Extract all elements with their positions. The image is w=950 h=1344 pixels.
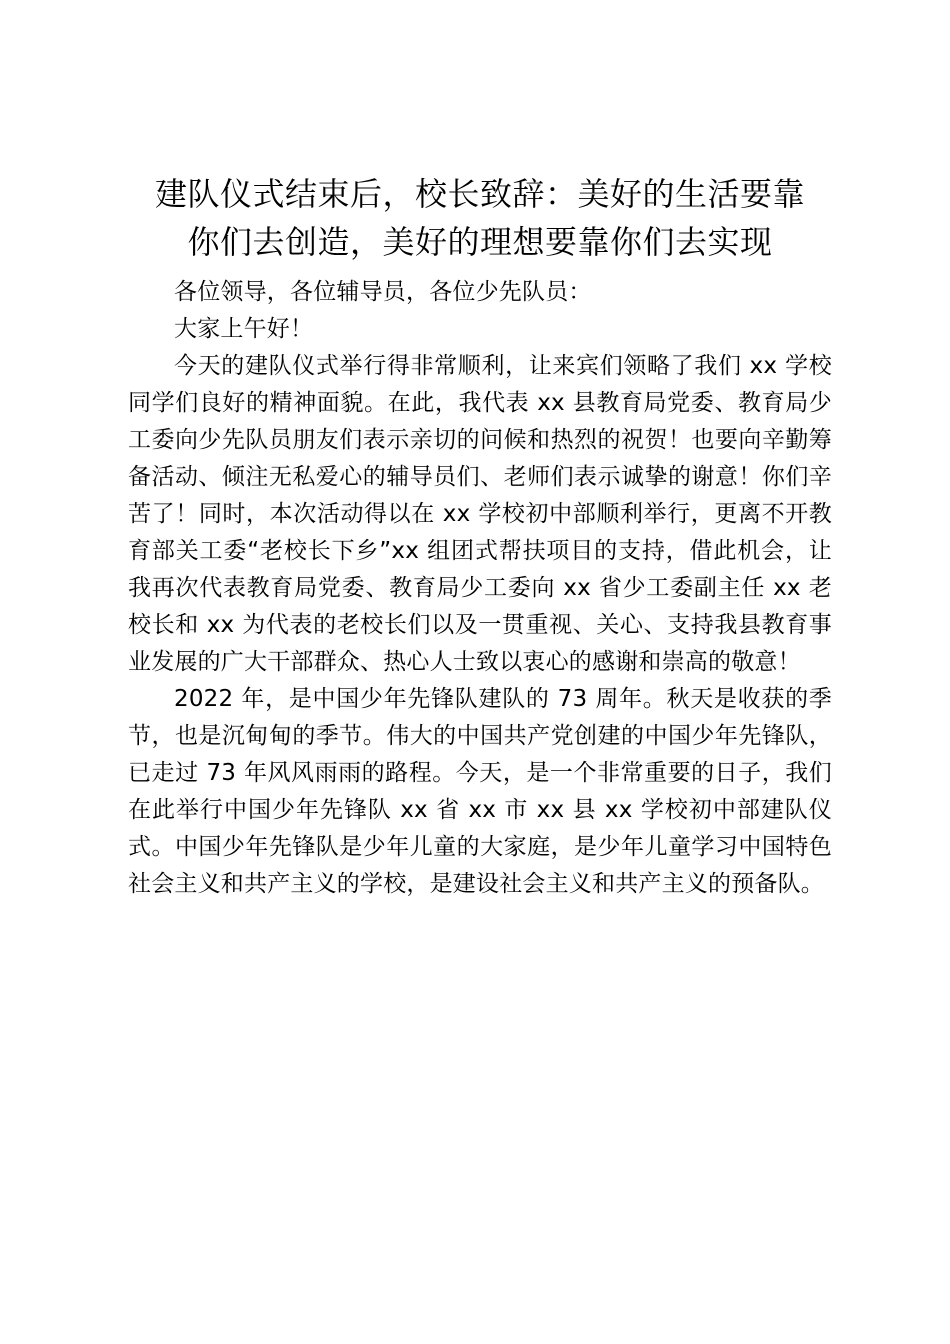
greeting-paragraph: 大家上午好！ xyxy=(174,316,314,342)
title-line-2: 你们去创造，美好的理想要靠你们去实现 xyxy=(187,223,773,261)
body-paragraph-2: 2022 年，是中国少年先锋队建队的 73 周年。秋天是收获的季节，也是沉甸甸的季节。伟大的中国共产党创建的中国少年先锋队，已走过 73 年风风雨雨的路程。今天，是一个非常重要的日子，我们在此举行中国少年先锋队 xx 省 xx 市 xx 县 xx 学校初中部建队仪式。中国少年先锋队是少年儿童的大家庭，是少年儿童学习中国特色社会主义和共产主义的学校，是建设社会主义和共产主义的预备队。 xyxy=(128,686,832,897)
body-paragraph-1: 今天的建队仪式举行得非常顺利，让来宾们领略了我们 xx 学校同学们良好的精神面貌。在此，我代表 xx 县教育局党委、教育局少工委向少先队员朋友们表示亲切的问候和热烈的祝贺！也要向辛勤筹备活动、倾注无私爱心的辅导员们、老师们表示诚挚的谢意！你们辛苦了！同时，本次活动得以在 xx 学校初中部顺利举行，更离不开教育部关工委“老校长下乡”xx 组团式帮扶项目的支持，借此机会，让我再次代表教育局党委、教育局少工委向 xx 省少工委副主任 xx 老校长和 xx 为代表的老校长们以及一贯重视、关心、支持我县教育事业发展的广大干部群众、热心人士致以衷心的感谢和崇高的敬意！ xyxy=(128,353,832,675)
document-body xyxy=(128,274,832,903)
salutation-paragraph: 各位领导，各位辅导员，各位少先队员： xyxy=(174,279,592,305)
document-title xyxy=(128,170,832,266)
title-line-1: 建队仪式结束后，校长致辞：美好的生活要靠 xyxy=(154,175,805,213)
document-page xyxy=(128,170,832,903)
